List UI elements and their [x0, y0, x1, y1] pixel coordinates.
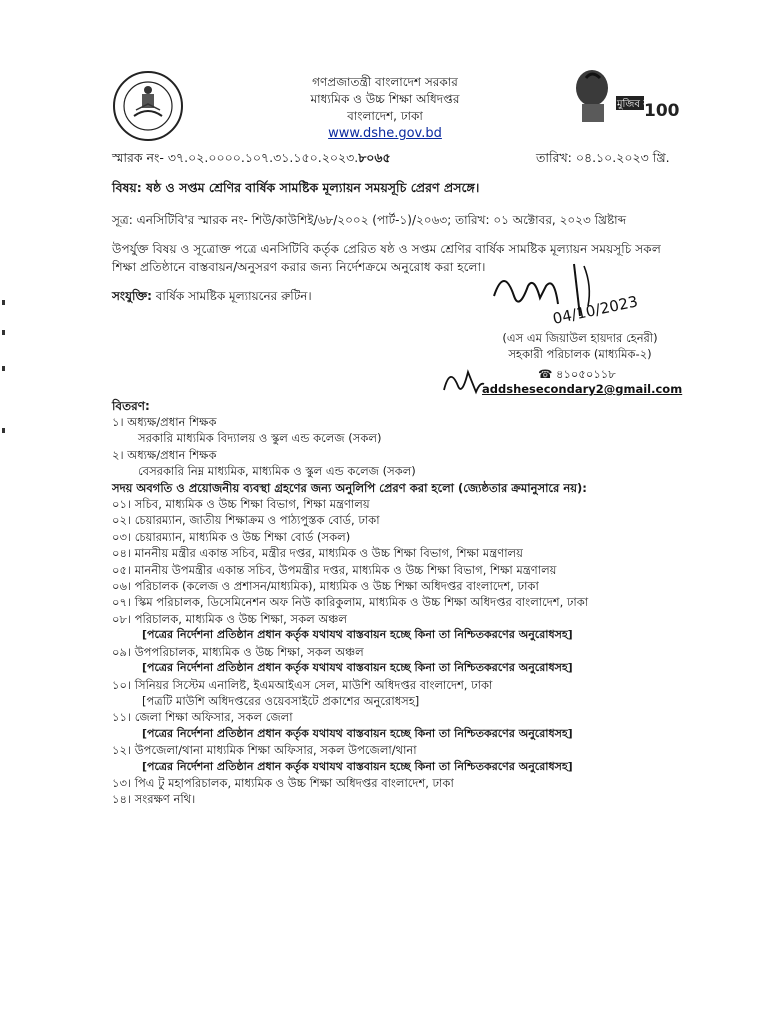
list-item: ০৫। মাননীয় উপমন্ত্রীর একান্ত সচিব, উপমন্ত্রীর দপ্তর, মাধ্যমিক ও উচ্চ শিক্ষা বিভাগ, শিক্ষা মন্ত্রণালয়: [112, 562, 557, 577]
list-item: ০৩। চেয়ারম্যান, মাধ্যমিক ও উচ্চ শিক্ষা বোর্ড (সকল): [112, 529, 351, 544]
list-item: ০২। চেয়ারম্যান, জাতীয় শিক্ষাক্রম ও পাঠ্যপুস্তক বোর্ড, ঢাকা: [112, 513, 380, 528]
scan-mark: [2, 300, 5, 305]
mujib-logo-number: 100: [644, 101, 680, 121]
reference-line: সূত্র: এনসিটিবি'র স্মারক নং- শিউ/কাউশিই/৬৮/২০০২ (পার্ট-১)/২০৬৩; তারিখ: ০১ অক্টোবর, ২০২৩ খ্রিষ্টাব্দ: [112, 213, 627, 227]
scan-mark: [2, 366, 5, 371]
list-item: বেসরকারি নিম্ন মাধ্যমিক, মাধ্যমিক ও স্কুল এন্ড কলেজ (সকল): [138, 464, 416, 479]
directorate-name: মাধ্যমিক ও উচ্চ শিক্ষা অধিদপ্তর: [310, 92, 460, 106]
list-note: [পত্রের নির্দেশনা প্রতিষ্ঠান প্রধান কর্তৃক যথাযথ বাস্তবায়ন হচ্ছে কিনা তা নিশ্চিতকরণের অনুরোধসহ]: [142, 726, 573, 740]
scan-mark: [2, 330, 5, 335]
list-item: ০৪। মাননীয় মন্ত্রীর একান্ত সচিব, মন্ত্রীর দপ্তর, মাধ্যমিক ও উচ্চ শিক্ষা বিভাগ, শিক্ষা মন্ত্রণালয়: [112, 546, 523, 561]
memo-number-handwritten: ৮০৬৫: [358, 150, 391, 165]
copies-heading: সদয় অবগতি ও প্রয়োজনীয় ব্যবস্থা গ্রহণের জন্য অনুলিপি প্রেরণ করা হলো (জ্যেষ্ঠতার ক্রমানুসারে নয়):: [112, 480, 587, 495]
list-item: ০৯। উপপরিচালক, মাধ্যমিক ও উচ্চ শিক্ষা, সকল অঞ্চল: [112, 644, 364, 659]
memo-number-prefix: স্মারক নং- ৩৭.০২.০০০০.১০৭.৩১.১৫০.২০২৩.: [112, 150, 359, 165]
letterhead: [250, 74, 520, 142]
list-item: ১। অধ্যক্ষ/প্রধান শিক্ষক: [112, 415, 217, 429]
signatory-designation: সহকারী পরিচালক (মাধ্যমিক-২): [508, 346, 652, 361]
attachment-line: [112, 288, 312, 308]
memo-number: [112, 150, 391, 170]
website-link[interactable]: www.dshe.gov.bd: [328, 126, 442, 141]
list-item: ১০। সিনিয়র সিস্টেম এনালিষ্ট, ইএমআইএস সেল, মাউশি অধিদপ্তর বাংলাদেশ, ঢাকা: [112, 677, 493, 692]
subject-line: বিষয়: ষষ্ঠ ও সপ্তম শ্রেণির বার্ষিক সামষ্টিক মূল্যায়ন সময়সূচি প্রেরণ প্রসঙ্গে।: [112, 180, 480, 195]
list-note: [পত্রের নির্দেশনা প্রতিষ্ঠান প্রধান কর্তৃক যথাযথ বাস্তবায়ন হচ্ছে কিনা তা নিশ্চিতকরণের অনুরোধসহ]: [142, 661, 573, 675]
phone-number: ৪১০৫০১১৮: [555, 367, 616, 381]
attachment-label: সংযুক্তি:: [112, 289, 152, 303]
list-note: [পত্রের নির্দেশনা প্রতিষ্ঠান প্রধান কর্তৃক যথাযথ বাস্তবায়ন হচ্ছে কিনা তা নিশ্চিতকরণের অনুরোধসহ]: [142, 759, 573, 773]
government-name: গণপ্রজাতন্ত্রী বাংলাদেশ সরকার: [312, 75, 458, 89]
education-emblem-logo: [112, 70, 184, 142]
distribution-list: [112, 414, 692, 808]
list-note: [পত্রের নির্দেশনা প্রতিষ্ঠান প্রধান কর্তৃক যথাযথ বাস্তবায়ন হচ্ছে কিনা তা নিশ্চিতকরণের অনুরোধসহ]: [142, 628, 573, 642]
list-item: ০১। সচিব, মাধ্যমিক ও উচ্চ শিক্ষা বিভাগ, শিক্ষা মন্ত্রণালয়: [112, 497, 370, 512]
list-note: [পত্রটি মাউশি অধিদপ্তরের ওয়েবসাইটে প্রকাশের অনুরোধসহ]: [142, 693, 420, 708]
memo-date: তারিখ: ০৪.১০.২০২৩ খ্রি.: [536, 150, 670, 165]
list-item: ০৭। স্কিম পরিচালক, ডিসেমিনেশন অফ নিউ কারিকুলাম, মাধ্যমিক ও উচ্চ শিক্ষা অধিদপ্তর বাংলাদেশ, ঢাকা: [112, 595, 589, 610]
body-paragraph: উপর্যুক্ত বিষয় ও সূত্রোক্ত পত্রে এনসিটিবি কর্তৃক প্রেরিত ষষ্ঠ ও সপ্তম শ্রেণির বার্ষিক সামষ্টিক মূল্যায়ন সময়সূচি সকল শিক্ষা প্রতিষ্ঠানে বাস্তবায়ন/অনুসরণ করার জন্য নির্দেশক্রমে অনুরোধ করা হলো।: [112, 242, 661, 274]
handwritten-signature: [484, 256, 654, 336]
list-item: ১২। উপজেলা/থানা মাধ্যমিক শিক্ষা অফিসার, সকল উপজেলা/থানা: [112, 743, 417, 758]
handwritten-initials: [440, 362, 486, 398]
list-item: ১৪। সংরক্ষণ নথি।: [112, 792, 196, 807]
signature-date: 04/10/2023: [551, 292, 640, 328]
mujib-borsho-logo: [556, 60, 684, 132]
signatory-name: (এস এম জিয়াউল হায়দার হেনরী): [502, 331, 658, 345]
signatory-email[interactable]: addshesecondary2@gmail.com: [482, 382, 683, 396]
phone-icon: ☎: [538, 367, 553, 381]
list-item: ১১। জেলা শিক্ষা অফিসার, সকল জেলা: [112, 710, 293, 725]
location: বাংলাদেশ, ঢাকা: [347, 109, 423, 123]
scan-mark: [2, 428, 5, 433]
attachment-text: বার্ষিক সামষ্টিক মূল্যায়নের রুটিন।: [151, 289, 312, 303]
list-item: ০৬। পরিচালক (কলেজ ও প্রশাসন/মাধ্যমিক), মাধ্যমিক ও উচ্চ শিক্ষা অধিদপ্তর বাংলাদেশ, ঢাকা: [112, 579, 539, 594]
distribution-title: বিতরণ:: [112, 399, 150, 413]
list-item: ০৮। পরিচালক, মাধ্যমিক ও উচ্চ শিক্ষা, সকল অঞ্চল: [112, 611, 347, 626]
list-item: সরকারি মাধ্যমিক বিদ্যালয় ও স্কুল এন্ড কলেজ (সকল): [138, 431, 382, 446]
list-item: ২। অধ্যক্ষ/প্রধান শিক্ষক: [112, 447, 217, 462]
mujib-logo-text: মুজিব বর্ষ: [617, 99, 655, 110]
signatory-block: [470, 331, 690, 362]
list-item: ১৩। পিএ টু মহাপরিচালক, মাধ্যমিক ও উচ্চ শিক্ষা অধিদপ্তর বাংলাদেশ, ঢাকা: [112, 775, 454, 790]
